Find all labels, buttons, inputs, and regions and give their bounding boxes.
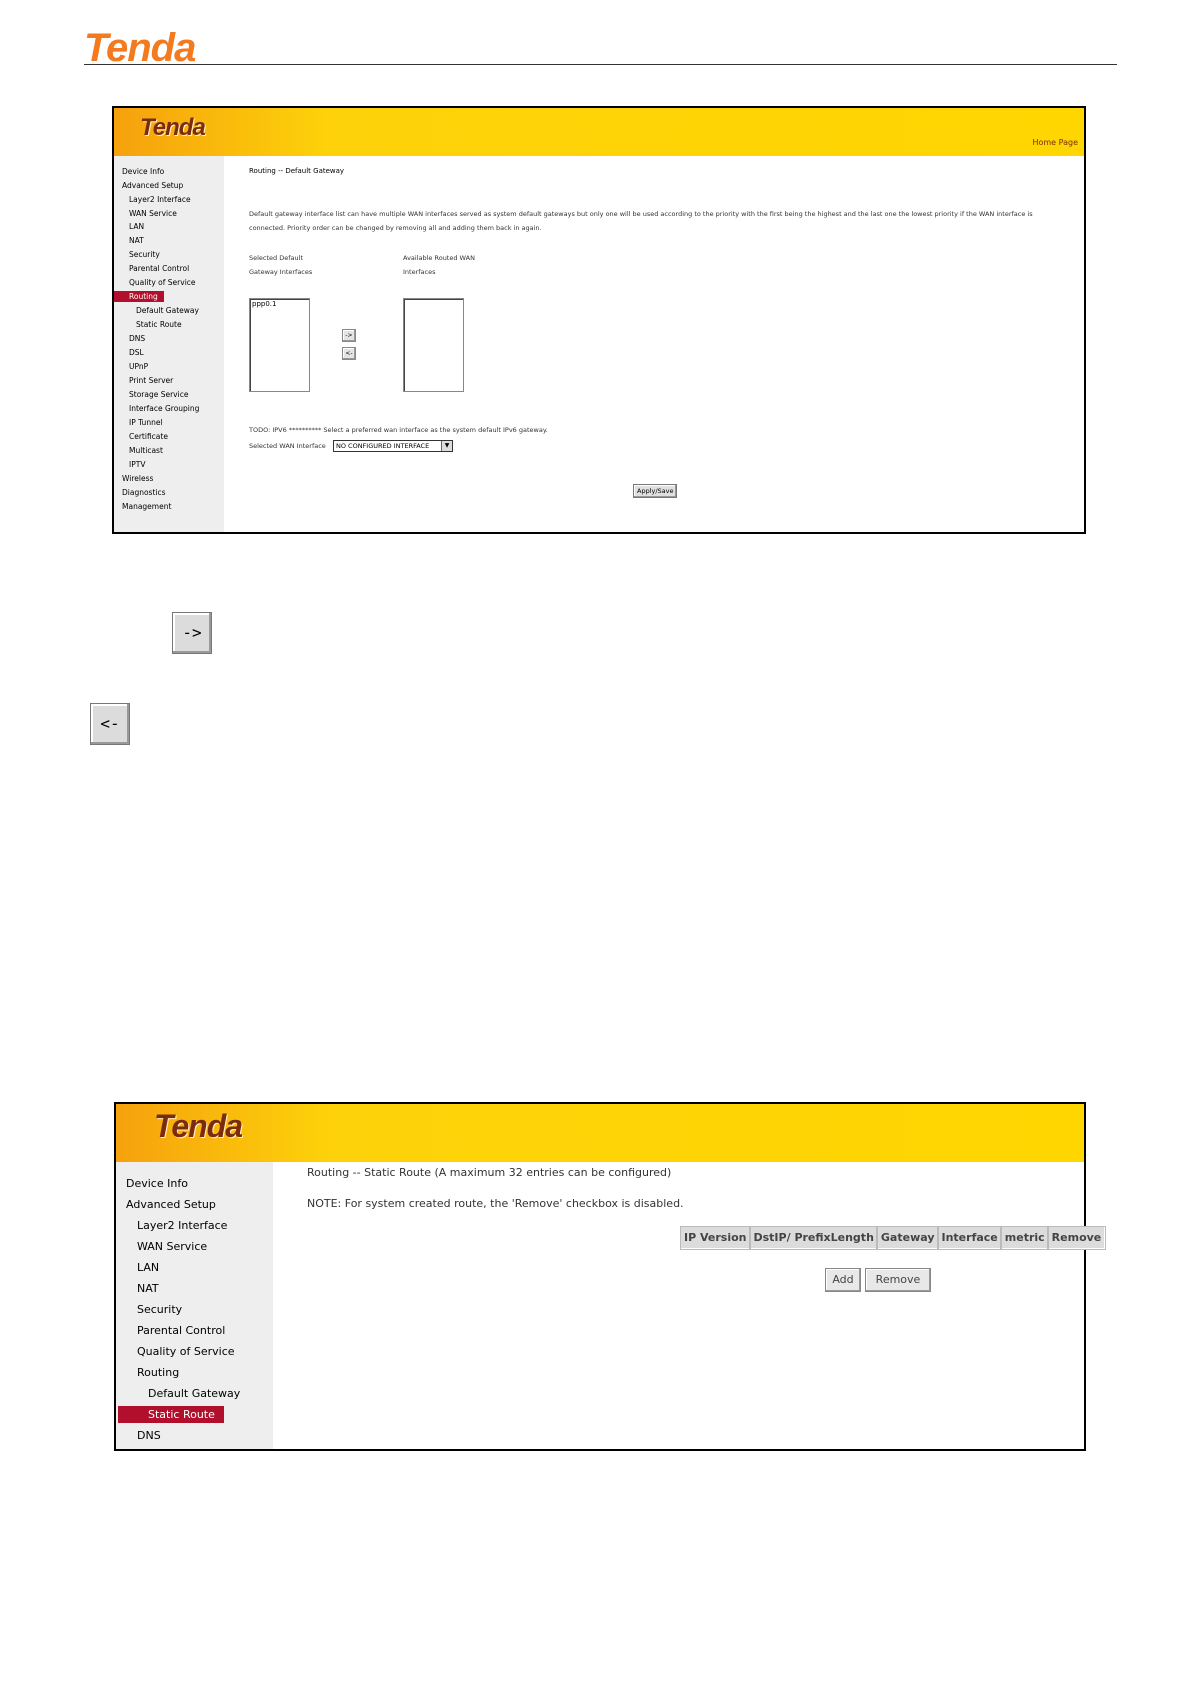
nav-static-route[interactable]: Static Route [118,1406,224,1423]
sidebar [116,1162,273,1449]
chevron-down-icon: ▼ [441,441,452,451]
nav-layer2-interface[interactable]: Layer2 Interface [137,1219,228,1232]
nav-wan-service[interactable]: WAN Service [129,209,177,218]
listbox-option[interactable]: ppp0.1 [252,300,277,308]
nav-multicast[interactable]: Multicast [129,446,163,455]
page-title: Routing -- Default Gateway [249,167,345,175]
nav-wireless[interactable]: Wireless [122,474,154,483]
move-right-button[interactable]: -> [342,329,356,342]
selected-gateway-listbox[interactable] [249,298,310,392]
nav-interface-grouping[interactable]: Interface Grouping [129,404,200,413]
nav-layer2-interface[interactable]: Layer2 Interface [129,195,191,204]
table-header-row [681,1227,1105,1249]
header-divider [84,64,1117,65]
nav-certificate[interactable]: Certificate [129,432,168,441]
apply-save-button[interactable]: Apply/Save [633,484,677,498]
available-routed-wan-label: Available Routed WAN [403,254,475,262]
nav-diagnostics[interactable]: Diagnostics [122,488,166,497]
nav-static-route[interactable]: Static Route [136,320,182,329]
nav-storage-service[interactable]: Storage Service [129,390,189,399]
nav-print-server[interactable]: Print Server [129,376,174,385]
nav-nat[interactable]: NAT [137,1282,159,1295]
nav-routing[interactable]: Routing [114,291,164,302]
wan-interface-select[interactable] [333,440,453,452]
ipv6-note: TODO: IPV6 ********** Select a preferred wan interface as the system default IPv6 gateway. [249,426,548,434]
column-gateway: Gateway [877,1227,938,1249]
column-dstip-prefixlength: DstIP/ PrefixLength [750,1227,877,1249]
nav-quality-of-service[interactable]: Quality of Service [137,1345,235,1358]
nav-wan-service[interactable]: WAN Service [137,1240,208,1253]
nav-nat[interactable]: NAT [129,236,144,245]
nav-dsl[interactable]: DSL [129,348,144,357]
move-right-button-large: -> [172,612,212,654]
nav-default-gateway[interactable]: Default Gateway [136,306,199,315]
static-route-table [680,1226,1105,1249]
nav-iptv[interactable]: IPTV [129,460,146,469]
selected-default-label: Selected Default [249,254,303,262]
nav-ip-tunnel[interactable]: IP Tunnel [129,418,163,427]
move-left-button[interactable]: <- [342,347,356,360]
column-metric: metric [1001,1227,1048,1249]
nav-routing[interactable]: Routing [137,1366,180,1379]
nav-upnp[interactable]: UPnP [129,362,149,371]
move-left-button-large: <- [90,703,130,745]
selected-wan-interface-label: Selected WAN Interface [249,442,326,450]
remove-button[interactable]: Remove [865,1268,931,1292]
nav-default-gateway[interactable]: Default Gateway [148,1387,241,1400]
interfaces-label: Interfaces [403,268,436,276]
document-logo: Tenda [84,26,196,70]
nav-dns[interactable]: DNS [129,334,146,343]
nav-dns[interactable]: DNS [137,1429,161,1442]
nav-security[interactable]: Security [129,250,160,259]
description-line-1: Default gateway interface list can have multiple WAN interfaces served as system default gateways but only one will be used according to the priority with the first being the highest and the last one the lowest priority if the WAN interface is [249,210,1033,218]
nav-quality-of-service[interactable]: Quality of Service [129,278,196,287]
description-line-2: connected. Priority order can be changed by removing all and adding them back in again. [249,224,542,232]
nav-advanced-setup[interactable]: Advanced Setup [126,1198,216,1211]
banner [116,1104,1084,1162]
default-gateway-screenshot [112,106,1086,534]
column-ip-version: IP Version [681,1227,751,1249]
static-route-screenshot [114,1102,1102,1451]
sidebar [114,156,224,532]
column-interface: Interface [938,1227,1001,1249]
nav-lan[interactable]: LAN [137,1261,160,1274]
banner-logo: Tenda [154,1108,243,1144]
nav-device-info[interactable]: Device Info [126,1177,188,1190]
nav-parental-control[interactable]: Parental Control [129,264,190,273]
banner [114,108,1084,156]
gateway-interfaces-label: Gateway Interfaces [249,268,313,276]
available-wan-listbox[interactable] [403,298,464,392]
add-button[interactable]: Add [825,1268,861,1292]
banner-logo: Tenda [140,114,205,141]
nav-lan[interactable]: LAN [129,222,145,231]
nav-advanced-setup[interactable]: Advanced Setup [122,181,184,190]
system-route-note: NOTE: For system created route, the 'Remove' checkbox is disabled. [307,1197,684,1210]
home-page-link[interactable]: Home Page [1032,138,1078,147]
wan-interface-select-value: NO CONFIGURED INTERFACE [336,442,430,450]
nav-security[interactable]: Security [137,1303,183,1316]
nav-device-info[interactable]: Device Info [122,167,165,176]
column-remove: Remove [1048,1227,1105,1249]
page-title: Routing -- Static Route (A maximum 32 entries can be configured) [307,1166,672,1179]
nav-management[interactable]: Management [122,502,172,511]
nav-parental-control[interactable]: Parental Control [137,1324,226,1337]
